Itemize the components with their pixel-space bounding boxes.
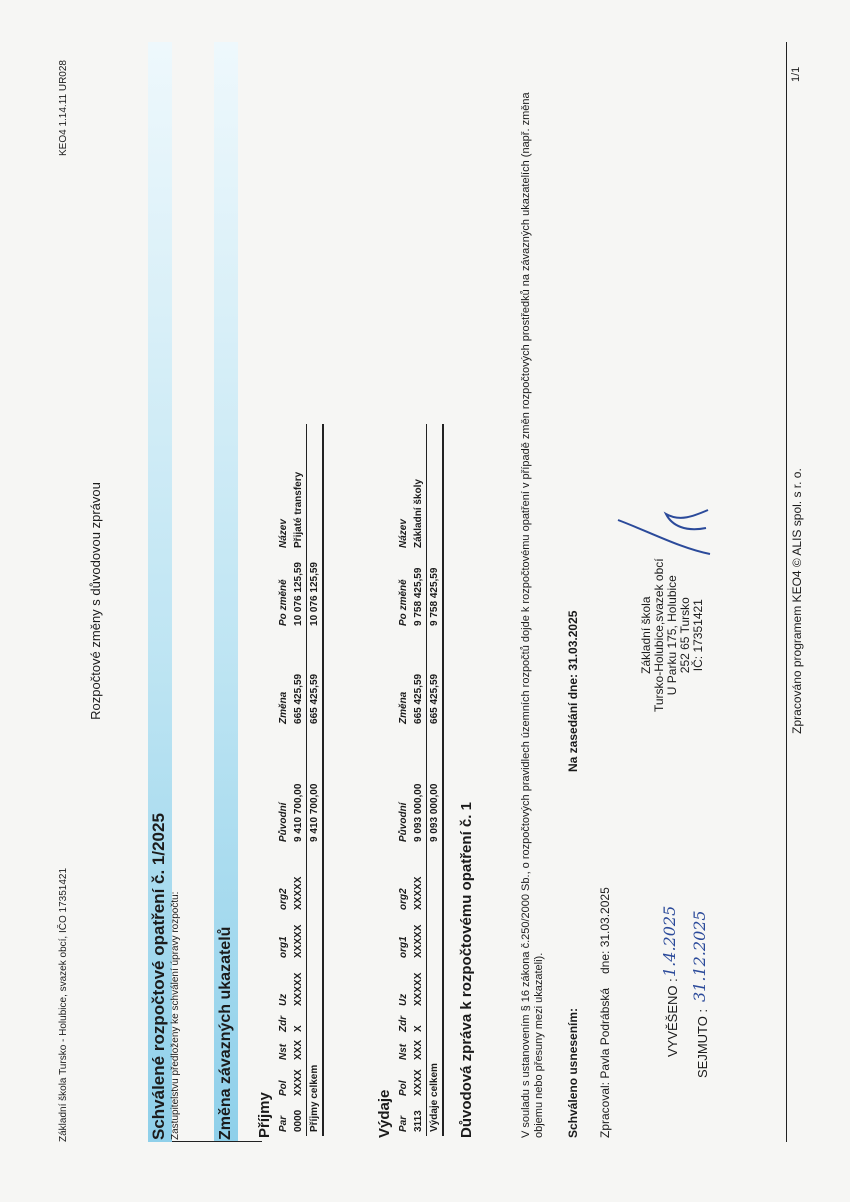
cell-uz: XXXXX (413, 972, 424, 1006)
cell-zmena: 665 425,59 (293, 673, 304, 724)
cell-org1: XXXXX (293, 924, 304, 958)
table-header-row (276, 424, 291, 1136)
total-zmena: 665 425,59 (427, 630, 444, 728)
report-title: Důvodová zpráva k rozpočtovému opatření č. 1 (458, 802, 475, 1138)
col-puvodni: Původní (278, 802, 289, 842)
stamp-line: 252 65 Tursko (678, 597, 692, 674)
col-org2: org2 (398, 888, 409, 910)
cell-puvodni: 9 093 000,00 (413, 783, 424, 842)
cell-nazev: Základní školy (413, 479, 424, 548)
stamp-line: Základní škola (639, 596, 653, 674)
cell-puvodni: 9 410 700,00 (293, 783, 304, 842)
col-org2: org2 (278, 888, 289, 910)
cell-po-zmene: 10 076 125,59 (293, 562, 304, 626)
vydaje-table (396, 424, 444, 1136)
prepared-by: Zpracoval: Pavla Podrábská (598, 987, 612, 1138)
cell-zmena: 665 425,59 (413, 673, 424, 724)
table-header-row (396, 424, 411, 1136)
prijmy-table (276, 424, 324, 1136)
cell-zdr: X (293, 1025, 304, 1032)
total-po-zmene: 9 758 425,59 (427, 424, 444, 630)
col-zmena: Změna (278, 691, 289, 724)
col-par: Par (398, 1115, 409, 1132)
approval-label: Schváleno usnesením: (566, 1007, 580, 1138)
total-row (307, 424, 324, 1136)
col-zdr: Zdr (278, 1015, 289, 1032)
table-row (291, 424, 307, 1136)
cell-nst: XXX (293, 1039, 304, 1060)
total-label: Příjmy celkem (307, 846, 324, 1136)
cell-nazev: Přijaté transfery (293, 471, 304, 548)
cell-po-zmene: 9 758 425,59 (413, 567, 424, 626)
total-row (427, 424, 444, 1136)
posted-handwritten-date: 1.4.2025 (660, 905, 679, 977)
cell-pol: XXXX (293, 1069, 304, 1096)
left-rule (172, 1141, 262, 1142)
footer-page-number: 1/1 (790, 66, 802, 82)
cell-nst: XXX (413, 1039, 424, 1060)
col-po-zmene: Po změně (398, 579, 409, 626)
total-label: Výdaje celkem (427, 846, 444, 1136)
col-po-zmene: Po změně (278, 579, 289, 626)
col-nazev: Název (398, 519, 409, 548)
col-nazev: Název (278, 519, 289, 548)
cell-zdr: X (413, 1025, 424, 1032)
header-document-type: Rozpočtové změny s důvodovou zprávou (88, 482, 103, 720)
col-org1: org1 (278, 936, 289, 958)
cell-par: 3113 (413, 1110, 424, 1132)
col-zmena: Změna (398, 691, 409, 724)
removed-label: SEJMUTO : (695, 1008, 710, 1078)
vydaje-title: Výdaje (376, 1089, 393, 1138)
col-pol: Pol (278, 1080, 289, 1096)
col-par: Par (278, 1115, 289, 1132)
report-text: V souladu s ustanovením § 16 zákona č.250/2000 Sb., o rozpočtových pravidlech územních rozpočtů dojde k rozpočtovému opatření v případě změn rozpočtových prostředků na závazných ukazatelích (např. změna objemu nebo přesuny mezi ukazateli). (520, 92, 545, 1138)
signature-mark (610, 502, 720, 562)
posted-label: VYVĚŠENO : (665, 978, 680, 1057)
col-pol: Pol (398, 1080, 409, 1096)
header-program-version: KEO4 1.14.11 UR028 (58, 60, 69, 156)
col-nst: Nst (278, 1043, 289, 1060)
footer-program: Zpracováno programem KEO4 © ALIS spol. s r. o. (790, 468, 804, 734)
col-uz: Uz (278, 993, 289, 1006)
col-zdr: Zdr (398, 1015, 409, 1032)
cell-org2: XXXXX (293, 876, 304, 910)
header-organization: Základní škola Tursko - Holubice, svazek obcí, IČO 17351421 (58, 867, 69, 1142)
cell-par: 0000 (293, 1109, 304, 1132)
school-stamp (640, 558, 705, 712)
total-po-zmene: 10 076 125,59 (307, 424, 324, 630)
stamp-line: Tursko-Holubice,svazek obcí (652, 558, 666, 712)
stamp-line: U Parku 175, Holubice (665, 575, 679, 696)
col-org1: org1 (398, 936, 409, 958)
col-puvodni: Původní (398, 802, 409, 842)
section-title: Změna závazných ukazatelů (217, 926, 234, 1140)
prijmy-title: Příjmy (256, 1092, 273, 1138)
col-uz: Uz (398, 993, 409, 1006)
footer-rule (786, 42, 787, 1142)
prepared-date: dne: 31.03.2025 (598, 887, 612, 974)
page-title: Schválené rozpočtové opatření č. 1/2025 (149, 813, 168, 1140)
total-puvodni: 9 410 700,00 (307, 728, 324, 846)
cell-org2: XXXXX (413, 876, 424, 910)
total-puvodni: 9 093 000,00 (427, 728, 444, 846)
cell-uz: XXXXX (293, 972, 304, 1006)
page-subtitle: Zastupitelstvu předloženy ke schválení úpravy rozpočtu: (170, 891, 181, 1140)
table-row (411, 424, 427, 1136)
total-zmena: 665 425,59 (307, 630, 324, 728)
stamp-line: IČ: 17351421 (691, 599, 705, 672)
removed-handwritten-date: 31.12.2025 (690, 910, 709, 1002)
approval-meeting: Na zasedání dne: 31.03.2025 (566, 610, 580, 772)
cell-org1: XXXXX (413, 924, 424, 958)
cell-pol: XXXX (413, 1069, 424, 1096)
col-nst: Nst (398, 1043, 409, 1060)
